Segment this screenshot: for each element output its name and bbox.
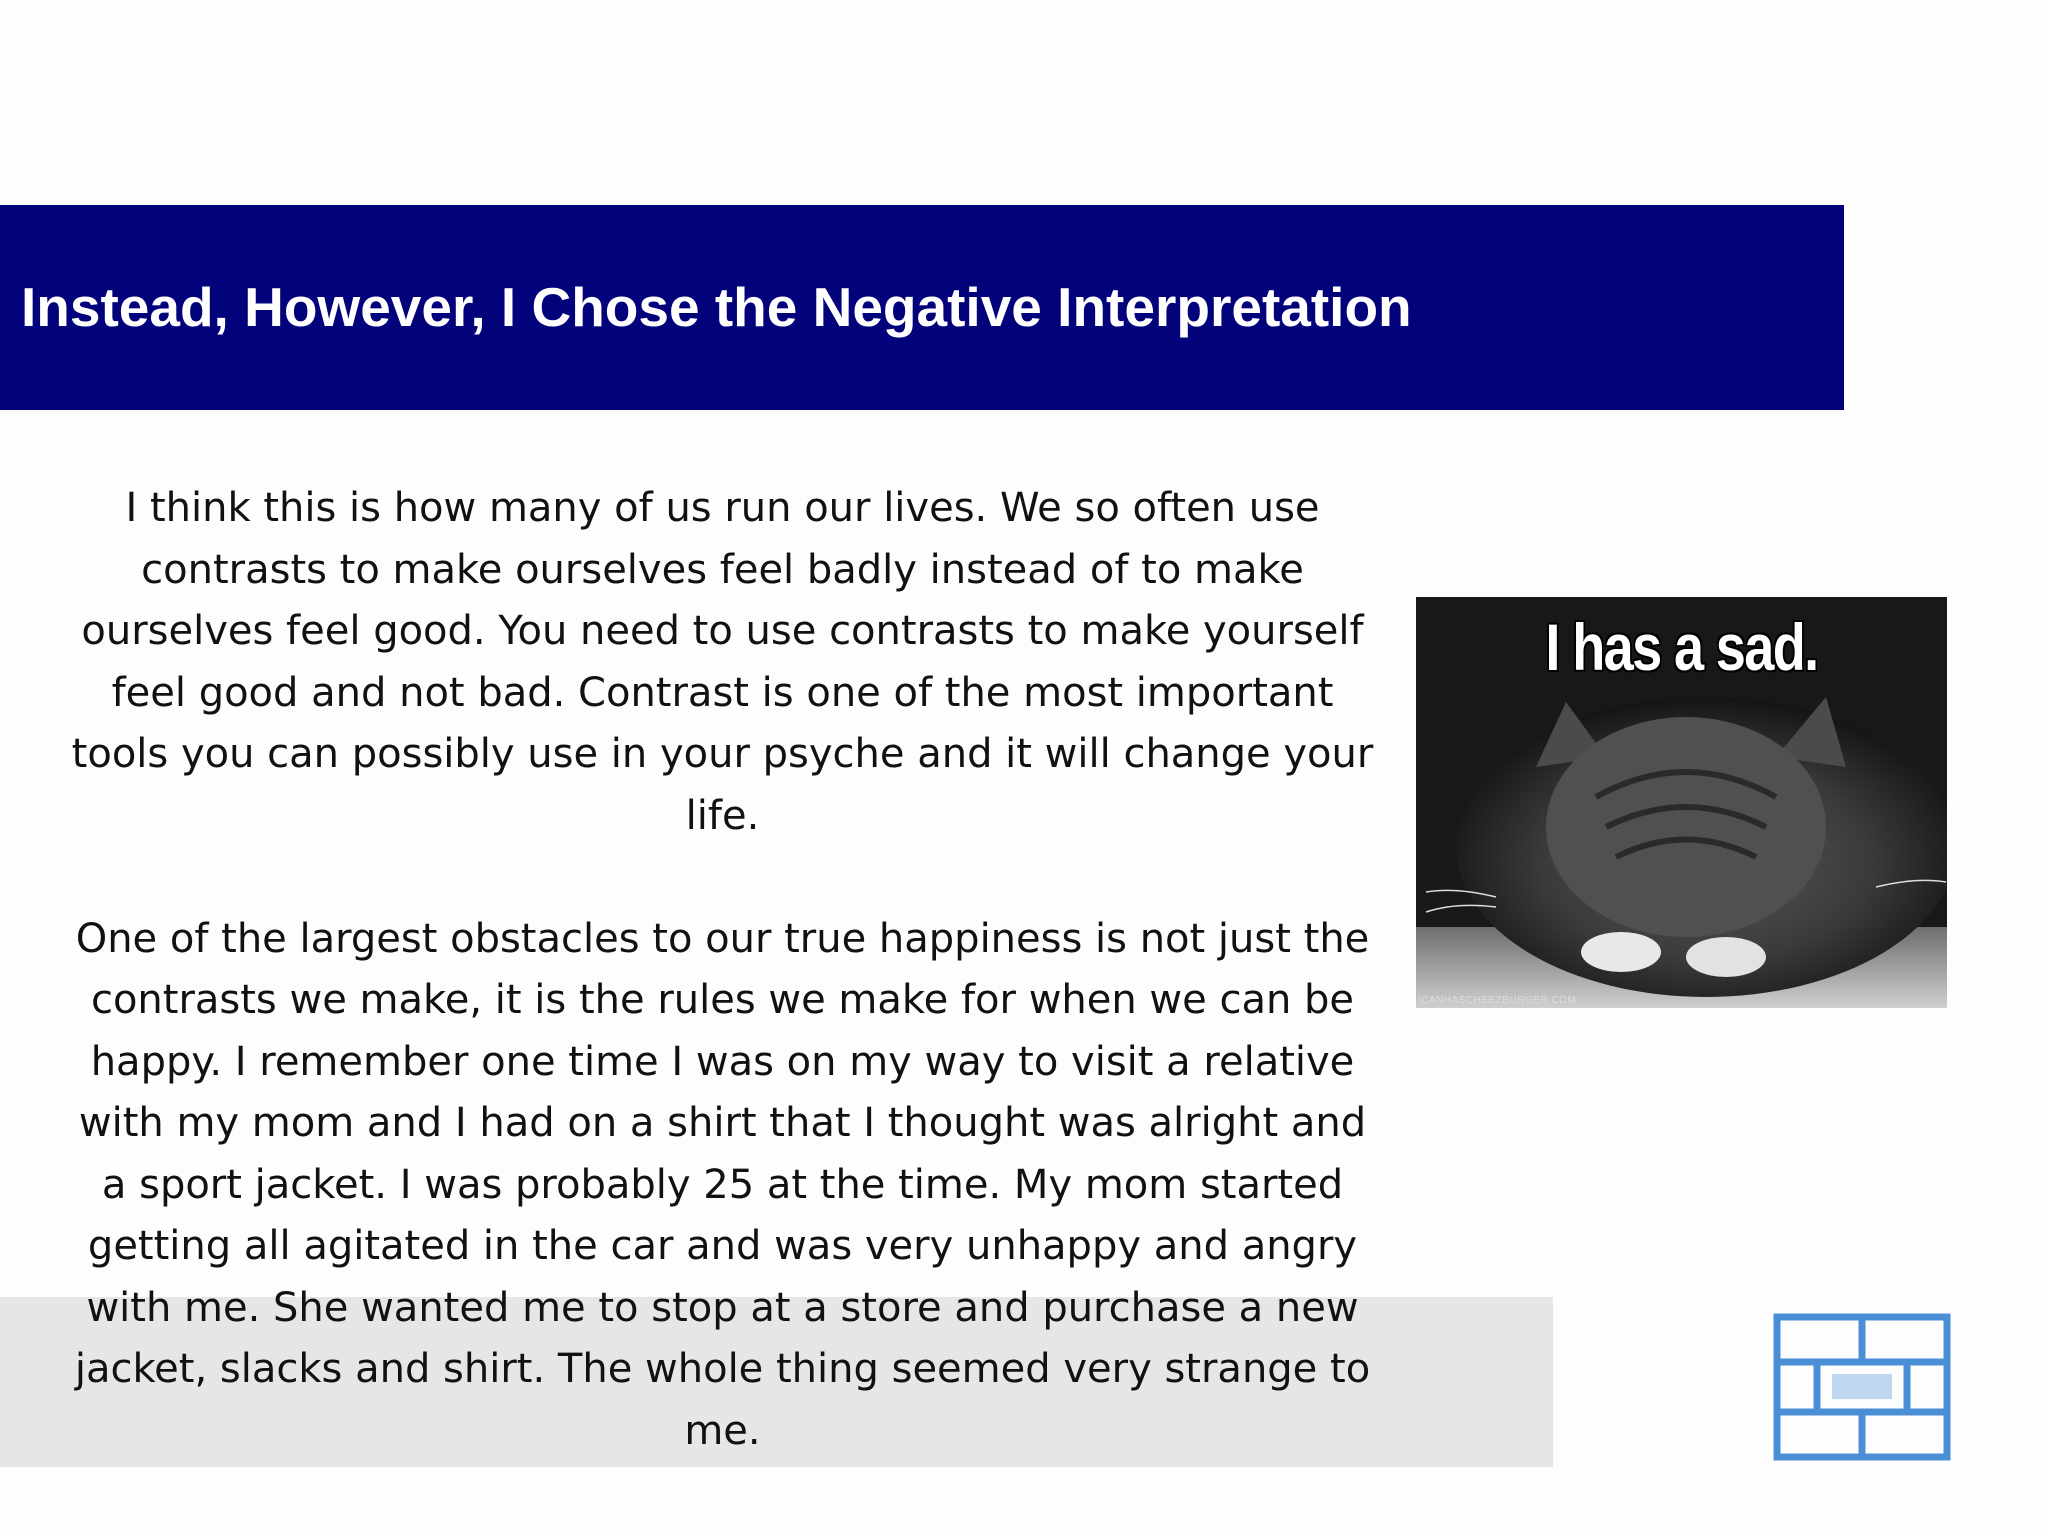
paragraph-gap: [70, 847, 1375, 909]
slide-title: Instead, However, I Chose the Negative Interpretation: [21, 276, 1412, 338]
meme-caption: I has a sad.: [1545, 610, 1818, 684]
paragraph-2: One of the largest obstacles to our true happiness is not just the contrasts we make, it is the rules we make for when we can be happy. I remember one time I was on my way to visit a relative with my mom and I had on a shirt that I thought was alright and a sport jacket. I was probably 25 at the time. My mom started getting all agitated in the car and was very unhappy and angry with me. She wanted me to stop at a store and purchase a new jacket, slacks and shirt. The whole thing seemed very strange to me.: [74, 915, 1371, 1454]
logo-icon: [1772, 1312, 1952, 1462]
title-bar: [0, 205, 1844, 410]
paragraph-1: I think this is how many of us run our lives. We so often use contrasts to make ourselves feel badly instead of to make ourselves feel good. You need to use contrasts to make yourself feel good and not bad. Contrast is one of the most important tools you can possibly use in your psyche and it will change your life.: [71, 485, 1374, 839]
body-text: [70, 478, 1375, 1462]
sad-cat-image: [1416, 597, 1947, 1008]
meme-watermark: ICANHASCHEEZBURGER.COM: [1418, 995, 1577, 1006]
